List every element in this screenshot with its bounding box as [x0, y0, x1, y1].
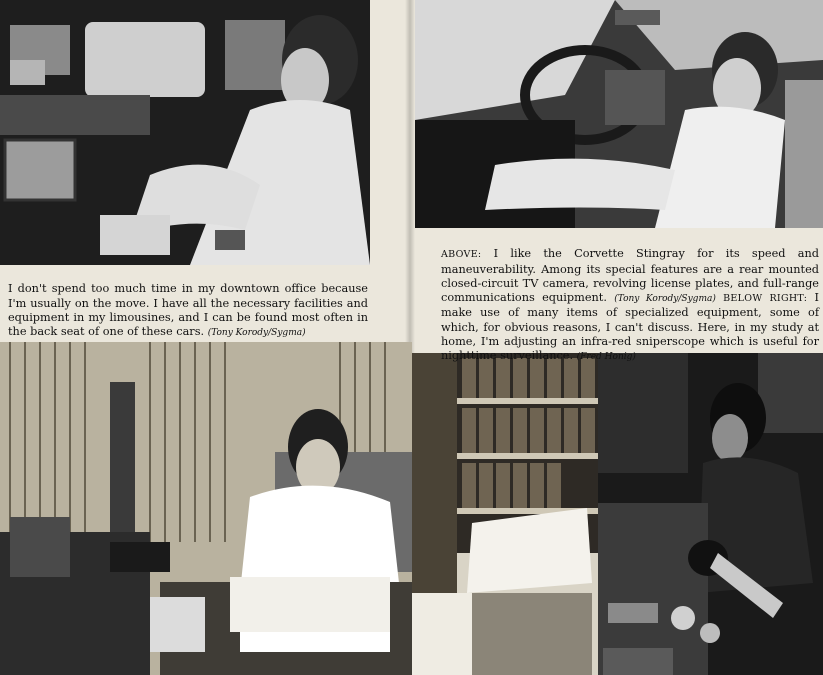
- left-caption-credit: (Tony Korody/Sygma): [207, 328, 306, 339]
- bookshelf-photo: [412, 353, 598, 675]
- above-label: ABOVE:: [441, 249, 482, 261]
- above-caption-body: I like the Corvette Stingray for its speed and maneuverability. Among its special features are a rear mounted closed-circuit TV camera, revolving license plates, and full-range communications equipment.: [441, 247, 820, 305]
- below-right-label: BELOW RIGHT:: [723, 293, 808, 305]
- limousine-phone-photo: [0, 0, 370, 265]
- below-caption-credit: (Fred Honig): [576, 352, 636, 363]
- above-caption-credit: (Tony Korody/Sygma): [614, 294, 716, 305]
- sniperscope-photo: [598, 353, 823, 675]
- left-caption-body: I don't spend too much time in my downtown office because I'm usually on the move. I have all the necessary facilities and equipment in my limousines, and I can be found most often in the back seat of one of these cars.: [8, 282, 368, 339]
- below-caption-body: I make use of many items of specialized equipment, some of which, for obvious reasons, I can't discuss. Here, in my study at home, I'm adjusting an infra-red sniperscope which is useful for nighttime surveillance.: [441, 291, 819, 363]
- corvette-photo: [415, 0, 823, 228]
- left-caption: [8, 282, 368, 340]
- office-desk-photo: [0, 342, 412, 675]
- right-caption: [441, 247, 819, 364]
